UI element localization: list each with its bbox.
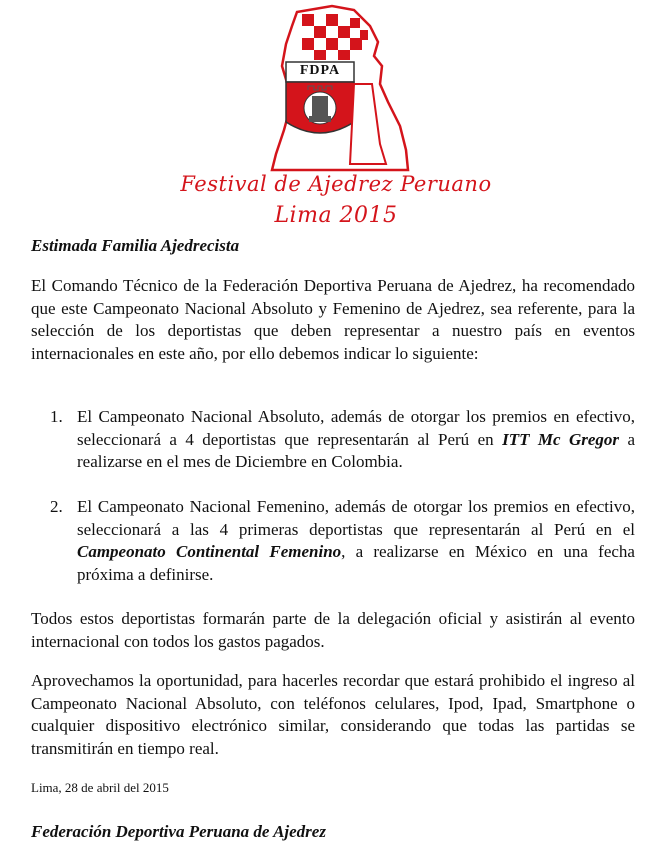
list-text bbox=[77, 406, 635, 474]
list-number: 1. bbox=[50, 407, 63, 426]
reminder-paragraph: Aprovechamos la oportunidad, para hacerles recordar que estará prohibido el ingreso al Campeonato Nacional Absoluto, con teléfonos celulares, Ipod, Ipad, Smartphone o cualquier dispositivo electrónico similar, considerando que todas las partidas se transmitirán en tiempo real. bbox=[31, 671, 635, 758]
list-item bbox=[50, 496, 635, 586]
list-text bbox=[77, 496, 635, 586]
list-number: 2. bbox=[50, 497, 63, 516]
list-text-after: , a realizarse en México en una fecha próxima a definirse. bbox=[77, 542, 635, 584]
list-text-after: a realizarse en el mes de Diciembre en Colombia. bbox=[77, 429, 635, 471]
list-text-emphasis: Campeonato Continental Femenino bbox=[77, 542, 342, 561]
greeting: Estimada Familia Ajedrecista bbox=[31, 236, 240, 255]
festival-subtitle: Lima 2015 bbox=[274, 203, 398, 228]
list-text-before: El Campeonato Nacional Absoluto, además de otorgar los premios en efectivo, seleccionará a 4 deportistas que representarán al Perú en bbox=[77, 407, 635, 449]
list-text-emphasis: ITT Mc Gregor bbox=[502, 429, 620, 449]
fdpa-logo-text: FDPA bbox=[299, 63, 341, 78]
list-text-before: El Campeonato Nacional Femenino, además de otorgar los premios en efectivo, seleccionará a las 4 primeras deportistas que representarán al Perú en el bbox=[77, 497, 635, 539]
delegation-paragraph: Todos estos deportistas formarán parte de la delegación oficial y asistirán al evento internacional con todos los gastos pagados. bbox=[31, 609, 635, 651]
fdpa-logo bbox=[262, 4, 412, 174]
festival-title: Festival de Ajedrez Peruano bbox=[180, 172, 492, 196]
intro-paragraph: El Comando Técnico de la Federación Deportiva Peruana de Ajedrez, ha recomendado que este Campeonato Nacional Absoluto y Femenino de Ajedrez, sea referente, para la selección de los deportistas que deben representar a nuestro país en eventos internacionales en este año, por ello debemos indicar lo siguiente: bbox=[31, 276, 635, 363]
fdpa-logo-graphic bbox=[262, 4, 412, 174]
date-line: Lima, 28 de abril del 2015 bbox=[31, 780, 169, 795]
list-item bbox=[50, 406, 635, 474]
signature: Federación Deportiva Peruana de Ajedrez bbox=[31, 822, 326, 841]
